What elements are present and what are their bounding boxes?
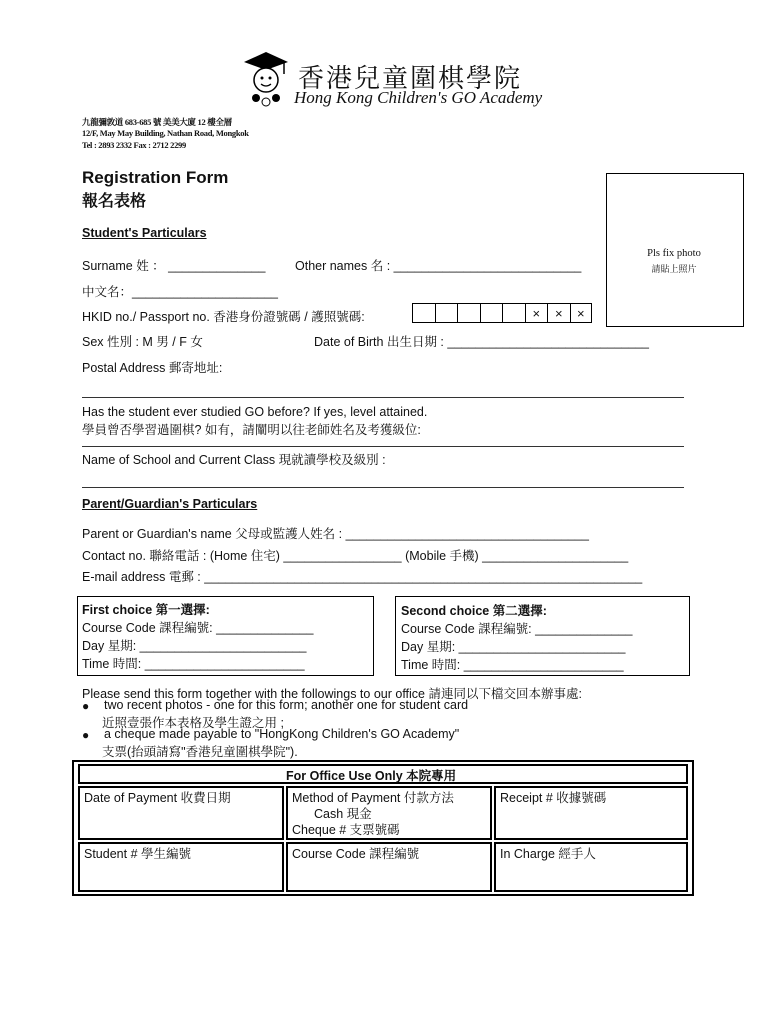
hkid-box[interactable]: ×	[525, 303, 548, 323]
email-field[interactable]: E-mail address 電郵 : _______________________________________________________________	[82, 570, 643, 584]
hkid-box[interactable]	[480, 303, 503, 323]
instruction-photos-chinese: 近照壹張作本表格及學生證之用 ;	[102, 716, 284, 730]
photo-instruction-chinese: 請貼上照片	[651, 264, 697, 274]
surname-field[interactable]: Surname 姓 ： ______________	[82, 259, 266, 273]
contact-numbers: Tel : 2893 2332 Fax : 2712 2299	[82, 140, 186, 150]
first-choice-box	[77, 596, 374, 676]
school-class-label: Name of School and Current Class 現就讀學校及級別 :	[82, 453, 386, 467]
instructions-intro: Please send this form together with the followings to our office 請連同以下檔交回本辦事處:	[82, 687, 582, 701]
first-choice-time-field[interactable]: Time 時間: _______________________	[82, 657, 305, 671]
address-english: 12/F, May May Building, Nathan Road, Mongkok	[82, 128, 249, 138]
hkid-box[interactable]: ×	[570, 303, 593, 323]
second-choice-course-field[interactable]: Course Code 課程編號: ______________	[401, 622, 633, 636]
studied-go-question: Has the student ever studied GO before? If yes, level attained.	[82, 405, 428, 419]
method-of-payment-label: Method of Payment 付款方法	[292, 791, 454, 805]
in-charge-cell	[494, 842, 688, 892]
postal-address-label: Postal Address 郵寄地址:	[82, 361, 223, 375]
academy-logo-icon	[240, 48, 292, 110]
form-title: Registration Form	[82, 168, 229, 187]
student-number-cell	[78, 842, 284, 892]
other-names-field[interactable]: Other names 名 : ___________________________	[295, 259, 582, 273]
sex-field[interactable]: Sex 性別 : M 男 / F 女	[82, 335, 203, 349]
method-of-payment-cell	[286, 786, 492, 840]
instruction-cheque: a cheque made payable to "HongKong Children's GO Academy"	[104, 727, 460, 741]
first-choice-day-field[interactable]: Day 星期: ________________________	[82, 639, 307, 653]
in-charge-label: In Charge 經手人	[500, 847, 596, 861]
course-code-label: Course Code 課程編號	[292, 847, 420, 861]
hkid-box[interactable]	[457, 303, 480, 323]
date-of-payment-label: Date of Payment 收費日期	[84, 791, 231, 805]
second-choice-box	[395, 596, 690, 676]
hkid-input-boxes[interactable]	[412, 303, 592, 323]
parent-section-heading: Parent/Guardian's Particulars	[82, 497, 258, 511]
academy-name-chinese: 香港兒童圍棋學院	[298, 64, 523, 94]
first-choice-heading: First choice 第一選擇:	[82, 603, 210, 617]
cash-option[interactable]: Cash 現金	[314, 807, 372, 821]
guardian-name-field[interactable]: Parent or Guardian's name 父母或監護人姓名 : ___________________________________	[82, 527, 589, 541]
contact-number-field[interactable]: Contact no. 聯絡電話 : (Home 住宅) _________________ (Mobile 手機) _____________________	[82, 549, 629, 563]
hkid-label: HKID no./ Passport no. 香港身份證號碼 / 護照號碼:	[82, 310, 365, 324]
second-choice-heading: Second choice 第二選擇:	[401, 604, 547, 618]
receipt-number-label: Receipt # 收據號碼	[500, 791, 607, 805]
first-choice-course-field[interactable]: Course Code 課程編號: ______________	[82, 621, 314, 635]
course-code-cell	[286, 842, 492, 892]
second-choice-day-field[interactable]: Day 星期: ________________________	[401, 640, 626, 654]
school-class-line[interactable]	[82, 487, 684, 488]
address-chinese: 九龍彌敦道 683-685 號 美美大廈 12 樓全層	[82, 117, 232, 127]
chinese-name-field[interactable]: 中文名：_____________________	[82, 285, 278, 299]
cheque-number-label: Cheque # 支票號碼	[292, 823, 400, 837]
office-use-table	[72, 760, 694, 896]
studied-go-question-chinese: 學員曾否學習過圍棋? 如有，請闡明以往老師姓名及考獲級位:	[82, 423, 421, 437]
form-title-chinese: 報名表格	[82, 193, 147, 210]
hkid-box[interactable]	[412, 303, 435, 323]
photo-instruction: Pls fix photo	[647, 248, 701, 259]
receipt-number-cell	[494, 786, 688, 840]
date-of-payment-cell	[78, 786, 284, 840]
hkid-box[interactable]: ×	[547, 303, 570, 323]
hkid-box[interactable]	[502, 303, 525, 323]
second-choice-time-field[interactable]: Time 時間: _______________________	[401, 658, 624, 672]
instruction-cheque-chinese: 支票(抬頭請寫"香港兒童圍棋學院").	[102, 745, 298, 759]
academy-name-english: Hong Kong Children's GO Academy	[294, 88, 543, 107]
student-number-label: Student # 學生編號	[84, 847, 191, 861]
hkid-box[interactable]	[435, 303, 458, 323]
bullet-icon: ●	[82, 728, 90, 742]
office-use-heading: For Office Use Only 本院專用	[286, 769, 457, 783]
instruction-photos: two recent photos - one for this form; another one for student card	[104, 698, 469, 712]
date-of-birth-field[interactable]: Date of Birth 出生日期 : _____________________________	[314, 335, 649, 349]
studied-go-answer-line[interactable]	[82, 446, 684, 447]
bullet-icon: ●	[82, 699, 90, 713]
postal-address-line[interactable]	[82, 397, 684, 398]
student-section-heading: Student's Particulars	[82, 226, 207, 240]
